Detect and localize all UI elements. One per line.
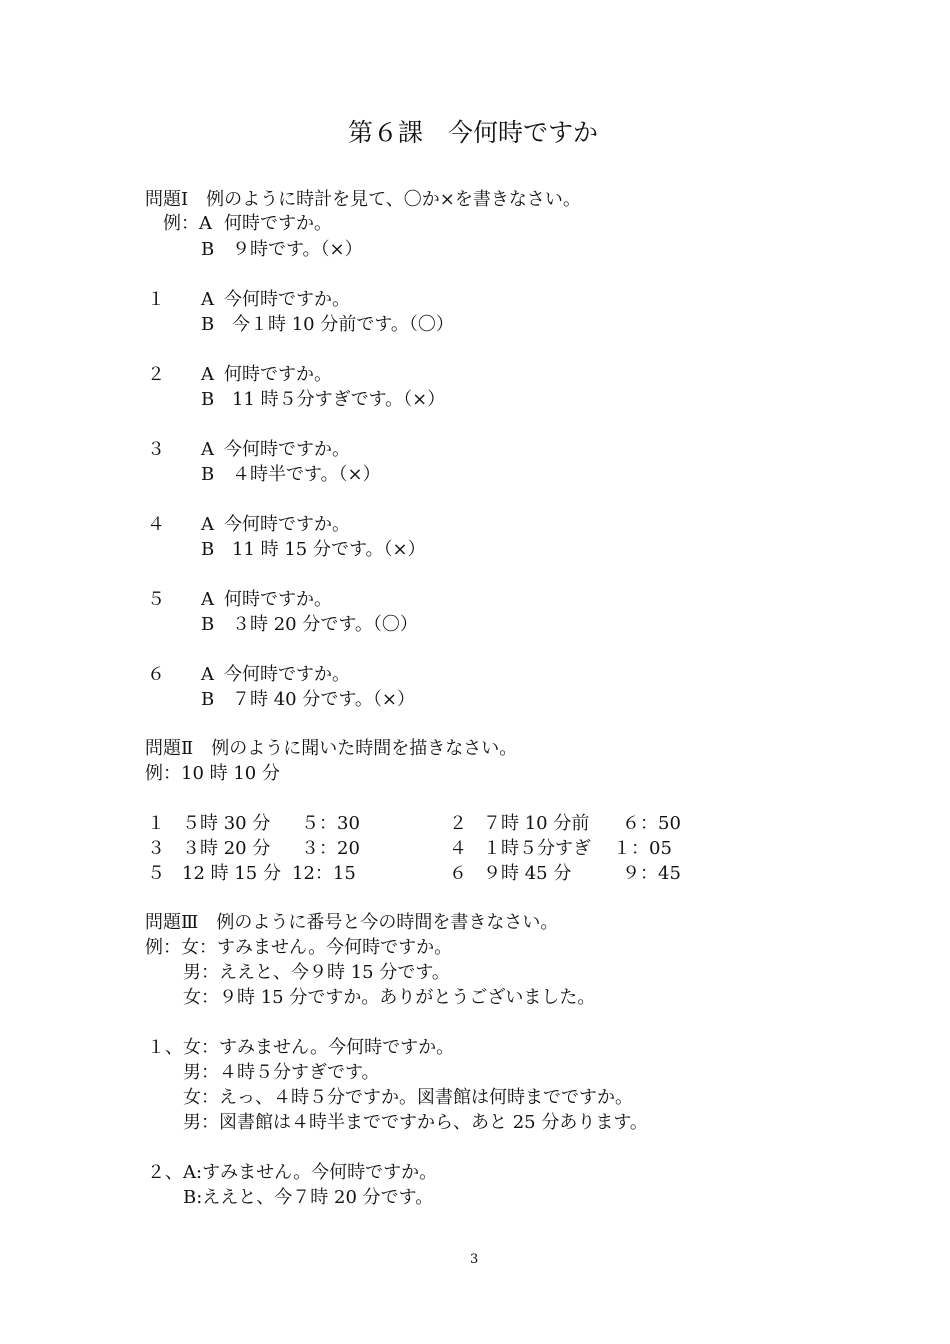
section2-row-2-num2: ４	[449, 838, 467, 859]
section3-heading: 問題Ⅲ 例のように番号と今の時間を書きなさい。	[145, 912, 559, 933]
page-number: 3	[470, 1252, 479, 1267]
section1-item-6-b-label: B	[201, 689, 215, 710]
section1-item-3-a-label: A	[201, 439, 214, 460]
section1-item-2-a: 何時ですか。	[224, 364, 332, 385]
section1-item-6-a: 今何時ですか。	[224, 664, 350, 685]
page-title: 第６課 今何時ですか	[348, 118, 599, 147]
section1-item-5-b: ３時 20 分です。（〇）	[232, 614, 418, 635]
section1-item-1-a: 今何時ですか。	[224, 289, 350, 310]
section1-example-b: ９時です。（×）	[232, 239, 363, 260]
section1-item-1-b-label: B	[201, 314, 215, 335]
section2-row-3-jp2: ９時 45 分	[483, 863, 572, 884]
section1-item-1-a-label: A	[201, 289, 214, 310]
section2-row-3-num2: ６	[449, 863, 467, 884]
section2-row-3-jp1: 12 時 15 分	[182, 863, 281, 884]
section3-example-line-1: 例：女：すみません。今何時ですか。	[145, 937, 453, 958]
section2-row-1-num1: １	[147, 813, 165, 834]
section2-row-1-dig2: ６：50	[622, 813, 681, 834]
section3-dialogue1-line-2: 男：４時５分すぎです。	[183, 1062, 380, 1083]
section2-example: 例：10 時 10 分	[145, 763, 280, 784]
section2-row-2-dig2: １：05	[613, 838, 672, 859]
section1-item-5-b-label: B	[201, 614, 215, 635]
section1-item-2-a-label: A	[201, 364, 214, 385]
section2-row-2-dig1: ３：20	[301, 838, 360, 859]
section1-item-2-b: 11 時５分すぎです。（×）	[232, 389, 446, 410]
section2-row-1-jp2: ７時 10 分前	[483, 813, 590, 834]
section2-row-1-num2: ２	[449, 813, 467, 834]
section2-row-3-dig2: ９：45	[622, 863, 681, 884]
section1-example-b-label: B	[201, 239, 215, 260]
section1-heading: 問題Ⅰ 例のように時計を見て、〇か×を書きなさい。	[145, 189, 581, 210]
section1-item-6-num: ６	[147, 664, 165, 685]
section1-item-4-a-label: A	[201, 514, 214, 535]
section2-row-3-dig1: 12：15	[292, 863, 356, 884]
section2-row-2-jp2: １時５分すぎ	[483, 838, 591, 859]
section1-item-5-a: 何時ですか。	[224, 589, 332, 610]
section3-example-line-3: 女：９時 15 分ですか。ありがとうございました。	[183, 987, 596, 1008]
section3-example-line-2: 男：ええと、今９時 15 分です。	[183, 962, 450, 983]
section2-row-1-dig1: ５：30	[301, 813, 360, 834]
section2-heading: 問題Ⅱ 例のように聞いた時間を描きなさい。	[145, 738, 518, 759]
section1-item-5-a-label: A	[201, 589, 214, 610]
section1-item-3-a: 今何時ですか。	[224, 439, 350, 460]
section3-dialogue2-line-2: B:ええと、今７時 20 分です。	[183, 1187, 434, 1208]
section1-item-3-b-label: B	[201, 464, 215, 485]
section1-item-2-num: ２	[147, 364, 165, 385]
section1-item-1-num: １	[147, 289, 165, 310]
section3-dialogue1-line-3: 女：えっ、４時５分ですか。図書館は何時までですか。	[183, 1087, 633, 1108]
section1-item-2-b-label: B	[201, 389, 215, 410]
section1-item-5-num: ５	[147, 589, 165, 610]
section3-dialogue1-line-1: １、女：すみません。今何時ですか。	[147, 1037, 455, 1058]
section1-item-3-b: ４時半です。（×）	[232, 464, 381, 485]
section1-item-6-a-label: A	[201, 664, 214, 685]
section1-example-a-label: 例：A	[163, 213, 212, 234]
section1-item-3-num: ３	[147, 439, 165, 460]
section1-item-1-b: 今１時 10 分前です。（〇）	[232, 314, 454, 335]
section1-item-4-b-label: B	[201, 539, 215, 560]
section1-item-4-a: 今何時ですか。	[224, 514, 350, 535]
section1-item-4-num: ４	[147, 514, 165, 535]
section2-row-2-jp1: ３時 20 分	[182, 838, 271, 859]
section2-row-1-jp1: ５時 30 分	[182, 813, 271, 834]
section1-item-4-b: 11 時 15 分です。（×）	[232, 539, 426, 560]
section1-item-6-b: ７時 40 分です。（×）	[232, 689, 415, 710]
section1-example-a: 何時ですか。	[224, 213, 332, 234]
section3-dialogue2-line-1: ２、A:すみません。今何時ですか。	[147, 1162, 438, 1183]
section3-dialogue1-line-4: 男：図書館は４時半までですから、あと 25 分あります。	[183, 1112, 648, 1133]
section2-row-2-num1: ３	[147, 838, 165, 859]
section2-row-3-num1: ５	[147, 863, 165, 884]
